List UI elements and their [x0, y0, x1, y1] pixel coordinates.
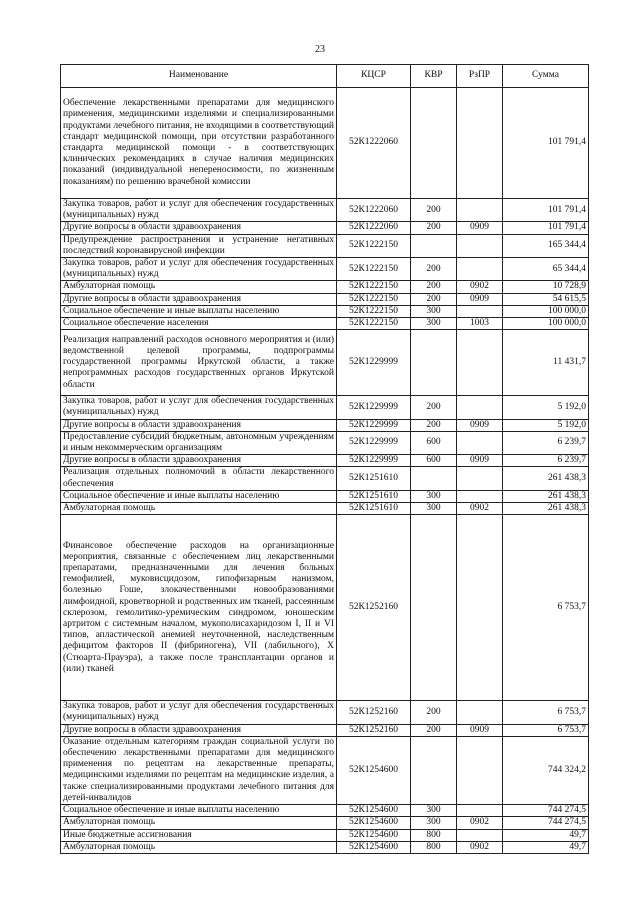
table-row [61, 841, 589, 853]
row-name-cell: Закупка товаров, работ и услуг для обеспечения государственных (муниципальных) нужд [61, 396, 337, 419]
row-sum-cell: 49,7 [503, 829, 589, 841]
table-row [61, 199, 589, 222]
row-rzpr-cell: 1003 [457, 318, 503, 330]
row-sum-cell: 261 438,3 [503, 467, 589, 490]
row-kcsr-cell: 52К1222060 [337, 88, 411, 199]
row-kcsr-cell: 52К1229999 [337, 419, 411, 431]
row-name-cell: Социальное обеспечение и иные выплаты населению [61, 490, 337, 502]
row-kcsr-cell: 52К1254600 [337, 736, 411, 804]
row-kcsr-cell: 52К1254600 [337, 817, 411, 829]
row-kvr-cell: 200 [411, 281, 457, 293]
page-number: 23 [315, 44, 325, 55]
row-rzpr-cell: 0902 [457, 503, 503, 515]
row-name-cell: Предоставление субсидий бюджетным, автономным учреждениям и иным некоммерческим организациям [61, 431, 337, 454]
row-rzpr-cell [457, 490, 503, 502]
table-row [61, 515, 589, 701]
row-kcsr-cell: 52К1252160 [337, 724, 411, 736]
row-sum-cell: 744 274,5 [503, 817, 589, 829]
budget-table [60, 64, 589, 854]
row-kcsr-cell: 52К1222150 [337, 318, 411, 330]
row-name-cell: Иные бюджетные ассигнования [61, 829, 337, 841]
table-row [61, 234, 589, 257]
row-sum-cell: 261 438,3 [503, 503, 589, 515]
table-row [61, 490, 589, 502]
row-name-cell: Социальное обеспечение и иные выплаты населению [61, 805, 337, 817]
row-sum-cell: 54 615,5 [503, 293, 589, 305]
row-kcsr-cell: 52К1251610 [337, 503, 411, 515]
row-rzpr-cell: 0909 [457, 222, 503, 234]
row-kvr-cell: 300 [411, 503, 457, 515]
table-row [61, 318, 589, 330]
row-sum-cell: 261 438,3 [503, 490, 589, 502]
table-body [61, 88, 589, 854]
row-rzpr-cell [457, 234, 503, 257]
row-rzpr-cell [457, 805, 503, 817]
table-row [61, 396, 589, 419]
table-row [61, 736, 589, 804]
header-sum: Сумма [503, 65, 589, 88]
row-sum-cell: 65 344,4 [503, 258, 589, 281]
row-kcsr-cell: 52К1254600 [337, 829, 411, 841]
row-rzpr-cell [457, 88, 503, 199]
row-rzpr-cell: 0902 [457, 841, 503, 853]
row-kvr-cell [411, 515, 457, 701]
table-row [61, 431, 589, 454]
row-name-cell: Амбулаторная помощь [61, 817, 337, 829]
row-name-cell: Закупка товаров, работ и услуг для обеспечения государственных (муниципальных) нужд [61, 199, 337, 222]
table-row [61, 817, 589, 829]
row-kcsr-cell: 52К1229999 [337, 330, 411, 396]
row-name-cell: Оказание отдельным категориям граждан социальной услуги по обеспечению лекарственными препаратами для медицинского применения по рецептам на лекарственные препараты, медицинскими изделиями по рецептам на медицинские изделия, а также специализированными продуктами лечебного питания для детей-инвалидов [61, 736, 337, 804]
row-kcsr-cell: 52К1252160 [337, 515, 411, 701]
row-kvr-cell: 200 [411, 222, 457, 234]
row-kcsr-cell: 52К1229999 [337, 455, 411, 467]
row-kvr-cell: 200 [411, 293, 457, 305]
row-kvr-cell [411, 330, 457, 396]
row-rzpr-cell [457, 829, 503, 841]
table-row [61, 330, 589, 396]
header-rzpr: РзПР [457, 65, 503, 88]
row-kcsr-cell: 52К1222150 [337, 293, 411, 305]
row-kvr-cell: 600 [411, 455, 457, 467]
row-sum-cell: 6 753,7 [503, 701, 589, 724]
row-name-cell: Амбулаторная помощь [61, 503, 337, 515]
row-kcsr-cell: 52К1222150 [337, 281, 411, 293]
table-row [61, 419, 589, 431]
row-rzpr-cell: 0909 [457, 455, 503, 467]
row-sum-cell: 101 791,4 [503, 222, 589, 234]
row-name-cell: Другие вопросы в области здравоохранения [61, 724, 337, 736]
row-kvr-cell: 800 [411, 829, 457, 841]
row-name-cell: Реализация направлений расходов основного мероприятия и (или) ведомственной целевой программы, подпрограммы государственной программы Иркутской области, а также непрограммных расходов государственных органов Иркутской области [61, 330, 337, 396]
table-row [61, 467, 589, 490]
row-sum-cell: 165 344,4 [503, 234, 589, 257]
row-kcsr-cell: 52К1254600 [337, 841, 411, 853]
row-kvr-cell: 300 [411, 805, 457, 817]
header-kcsr: КЦСР [337, 65, 411, 88]
row-rzpr-cell [457, 199, 503, 222]
row-name-cell: Другие вопросы в области здравоохранения [61, 419, 337, 431]
row-rzpr-cell [457, 431, 503, 454]
table-row [61, 829, 589, 841]
row-rzpr-cell [457, 736, 503, 804]
row-kvr-cell: 200 [411, 419, 457, 431]
row-kcsr-cell: 52К1229999 [337, 396, 411, 419]
row-rzpr-cell [457, 515, 503, 701]
row-rzpr-cell [457, 396, 503, 419]
row-rzpr-cell: 0909 [457, 293, 503, 305]
row-kvr-cell: 200 [411, 724, 457, 736]
row-kvr-cell: 600 [411, 431, 457, 454]
row-rzpr-cell [457, 305, 503, 317]
row-name-cell: Другие вопросы в области здравоохранения [61, 293, 337, 305]
row-name-cell: Амбулаторная помощь [61, 841, 337, 853]
row-kvr-cell: 300 [411, 318, 457, 330]
row-name-cell: Закупка товаров, работ и услуг для обеспечения государственных (муниципальных) нужд [61, 701, 337, 724]
table-row [61, 305, 589, 317]
table-row [61, 293, 589, 305]
row-sum-cell: 49,7 [503, 841, 589, 853]
row-kvr-cell [411, 234, 457, 257]
row-kvr-cell: 300 [411, 305, 457, 317]
row-kvr-cell: 300 [411, 490, 457, 502]
row-name-cell: Реализация отдельных полномочий в области лекарственного обеспечения [61, 467, 337, 490]
row-kcsr-cell: 52К1222150 [337, 258, 411, 281]
row-sum-cell: 101 791,4 [503, 199, 589, 222]
row-rzpr-cell [457, 701, 503, 724]
table-row [61, 281, 589, 293]
row-rzpr-cell: 0902 [457, 281, 503, 293]
row-name-cell: Другие вопросы в области здравоохранения [61, 222, 337, 234]
row-kvr-cell: 200 [411, 258, 457, 281]
header-name: Наименование [61, 65, 337, 88]
table-row [61, 701, 589, 724]
row-name-cell: Социальное обеспечение и иные выплаты населению [61, 305, 337, 317]
row-kvr-cell: 300 [411, 817, 457, 829]
row-rzpr-cell [457, 467, 503, 490]
table-row [61, 503, 589, 515]
row-sum-cell: 10 728,9 [503, 281, 589, 293]
row-sum-cell: 5 192,0 [503, 419, 589, 431]
row-kcsr-cell: 52К1222150 [337, 305, 411, 317]
row-sum-cell: 101 791,4 [503, 88, 589, 199]
row-kcsr-cell: 52К1222060 [337, 222, 411, 234]
row-rzpr-cell: 0902 [457, 817, 503, 829]
header-kvr: КВР [411, 65, 457, 88]
row-kvr-cell: 200 [411, 701, 457, 724]
row-kvr-cell: 800 [411, 841, 457, 853]
row-sum-cell: 6 753,7 [503, 515, 589, 701]
row-kvr-cell [411, 736, 457, 804]
table-row [61, 455, 589, 467]
row-sum-cell: 11 431,7 [503, 330, 589, 396]
row-kvr-cell: 200 [411, 396, 457, 419]
table-row [61, 724, 589, 736]
row-sum-cell: 5 192,0 [503, 396, 589, 419]
row-kvr-cell [411, 467, 457, 490]
row-name-cell: Закупка товаров, работ и услуг для обеспечения государственных (муниципальных) нужд [61, 258, 337, 281]
row-sum-cell: 100 000,0 [503, 305, 589, 317]
row-rzpr-cell [457, 330, 503, 396]
row-kcsr-cell: 52К1222060 [337, 199, 411, 222]
row-kcsr-cell: 52К1254600 [337, 805, 411, 817]
row-sum-cell: 6 753,7 [503, 724, 589, 736]
row-sum-cell: 100 000,0 [503, 318, 589, 330]
row-kcsr-cell: 52К1229999 [337, 431, 411, 454]
row-kcsr-cell: 52К1222150 [337, 234, 411, 257]
row-sum-cell: 744 324,2 [503, 736, 589, 804]
row-sum-cell: 744 274,5 [503, 805, 589, 817]
row-name-cell: Социальное обеспечение населения [61, 318, 337, 330]
row-name-cell: Финансовое обеспечение расходов на организационные мероприятия, связанные с обеспечением лиц лекарственными препаратами, предназначенными для лечения больных гемофилией, муковисцидозом, гипофизарным нанизмом, болезнью Гоше, злокачественными новообразованиями лимфоидной, кроветворной и родственных им тканей, рассеянным склерозом, гемолитико-уремическим синдромом, юношеским артритом с системным началом, мукополисахаридозом I, II и VI типов, апластической анемией неуточненной, наследственным дефицитом факторов II (фибриногена), VII (лабильного), X (Стюарта-Прауэра), а также после трансплантации органов и (или) тканей [61, 515, 337, 701]
row-name-cell: Другие вопросы в области здравоохранения [61, 455, 337, 467]
row-kcsr-cell: 52К1252160 [337, 701, 411, 724]
row-kvr-cell [411, 88, 457, 199]
row-name-cell: Предупреждение распространения и устранение негативных последствий коронавирусной инфекции [61, 234, 337, 257]
row-name-cell: Амбулаторная помощь [61, 281, 337, 293]
row-kvr-cell: 200 [411, 199, 457, 222]
row-kcsr-cell: 52К1251610 [337, 490, 411, 502]
row-sum-cell: 6 239,7 [503, 431, 589, 454]
table-row [61, 805, 589, 817]
row-name-cell: Обеспечение лекарственными препаратами для медицинского применения, медицинскими изделиями и специализированными продуктами лечебного питания, не входящими в соответствующий стандарт медицинской помощи, при отсутствии разработанного стандарта медицинской помощи - в соответствующих клинических рекомендациях в случае наличия медицинских показаний (индивидуальной непереносимости, по жизненным показаниям) по решению врачебной комиссии [61, 88, 337, 199]
table-header-row [61, 65, 589, 88]
table-row [61, 88, 589, 199]
row-rzpr-cell [457, 258, 503, 281]
row-rzpr-cell: 0909 [457, 419, 503, 431]
row-kcsr-cell: 52К1251610 [337, 467, 411, 490]
row-rzpr-cell: 0909 [457, 724, 503, 736]
table-row [61, 258, 589, 281]
row-sum-cell: 6 239,7 [503, 455, 589, 467]
table-row [61, 222, 589, 234]
